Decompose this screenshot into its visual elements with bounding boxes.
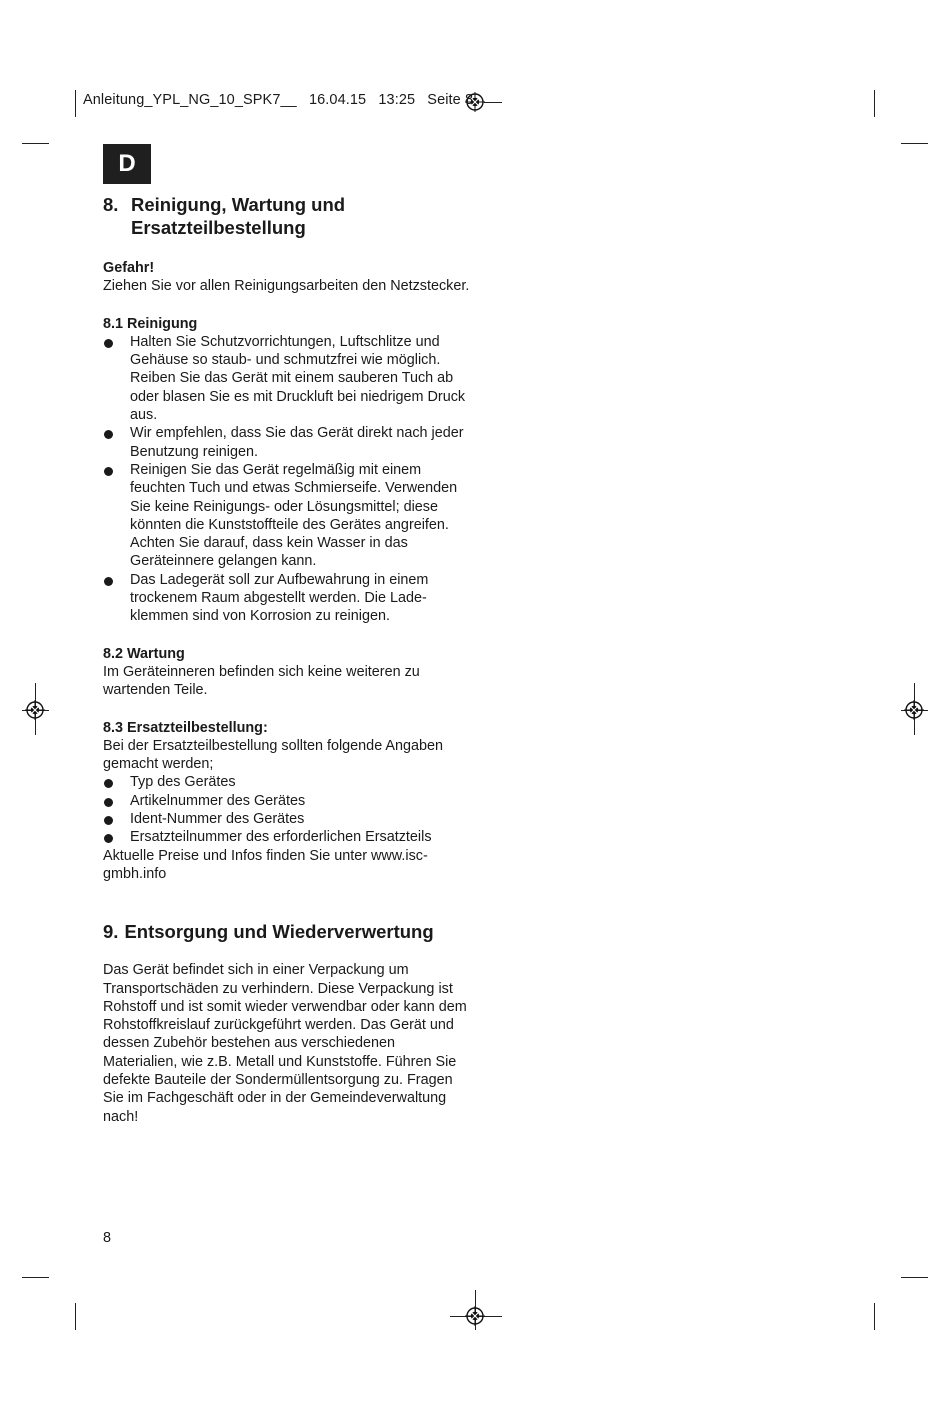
section-title: Entsorgung und Wiederverwertung xyxy=(124,921,434,943)
cleaning-heading: 8.1 Reinigung xyxy=(103,315,198,332)
section-title xyxy=(131,193,345,239)
slug-time: 13:25 xyxy=(378,92,416,108)
section-number: 8. xyxy=(103,194,119,215)
section-title-line: Reinigung, Wartung und xyxy=(131,194,346,215)
maintenance-text: Im Geräteinneren befinden sich keine weiteren zu wartenden Teile. xyxy=(103,663,420,699)
list-item: Artikelnummer des Gerätes xyxy=(103,792,473,810)
crop-mark xyxy=(75,1303,76,1330)
print-slug xyxy=(83,92,481,108)
crop-mark xyxy=(22,1277,49,1278)
spare-parts-outro: Aktuelle Preise und Infos finden Sie unter www.isc-gmbh.info xyxy=(103,847,428,882)
spare-parts-intro: Bei der Ersatzteilbestellung sollten folgende Angaben gemacht werden; xyxy=(103,737,444,773)
registration-mark-icon xyxy=(465,1306,485,1326)
crop-mark xyxy=(901,143,928,144)
spare-parts-list xyxy=(103,773,473,846)
crop-mark xyxy=(22,143,49,144)
list-item: Typ des Gerätes xyxy=(103,773,473,791)
section-8-heading xyxy=(103,193,473,239)
crop-mark xyxy=(874,1303,875,1330)
registration-mark-icon xyxy=(904,700,924,720)
danger-text: Ziehen Sie vor allen Reinigungsarbeiten den Netzstecker. xyxy=(103,278,470,295)
slug-page: Seite 8 xyxy=(427,92,474,108)
list-item: Das Ladegerät soll zur Aufbewahrung in einem trockenem Raum abgestellt werden. Die Lade-klemmen sind von Korrosion zu reinigen. xyxy=(103,571,473,626)
slug-filename: Anleitung_YPL_NG_10_SPK7__ xyxy=(83,92,297,108)
maintenance-heading: 8.2 Wartung xyxy=(103,645,185,662)
section-title-line: Ersatzteilbestellung xyxy=(131,217,306,238)
section-number: 9. xyxy=(103,921,119,943)
crop-mark xyxy=(901,1277,928,1278)
crop-mark xyxy=(75,90,76,117)
page-number: 8 xyxy=(103,1230,112,1246)
section-9-heading xyxy=(103,920,473,943)
registration-mark-icon xyxy=(25,700,45,720)
slug-date: 16.04.15 xyxy=(308,92,367,108)
spare-parts-heading: 8.3 Ersatzteilbestellung: xyxy=(103,719,268,736)
list-item: Ident-Nummer des Gerätes xyxy=(103,810,473,828)
language-tab: D xyxy=(103,144,151,184)
crop-mark xyxy=(484,102,502,103)
list-item: Reinigen Sie das Gerät regelmäßig mit einem feuchten Tuch und etwas Schmierseife. Verwenden Sie keine Reinigungs- oder Lösungsmittel; diese könnten die Kunststoffteile des Gerätes angreifen. Achten Sie darauf, dass kein Wasser in das Geräteinnere gelangen kann. xyxy=(103,461,473,571)
page-content xyxy=(103,193,473,1126)
list-item: Ersatzteilnummer des erforderlichen Ersatzteils xyxy=(103,828,473,846)
danger-heading: Gefahr! xyxy=(103,260,155,276)
cleaning-list xyxy=(103,333,473,626)
disposal-text: Das Gerät befindet sich in einer Verpackung um Transportschäden zu verhindern. Diese Verpackung ist Rohstoff und ist somit wieder verwendbar oder kann dem Rohstoffkreislauf zurückgeführt werden. Das Gerät und dessen Zubehör bestehen aus verschiedenen Materialien, wie z.B. Metall und Kunststoffe. Führen Sie defekte Bauteile der Sondermüllentsorgung zu. Fragen Sie im Fachgeschäft oder in der Gemeindeverwaltung nach! xyxy=(103,962,467,1125)
crop-mark xyxy=(874,90,875,117)
list-item: Halten Sie Schutzvorrichtungen, Luftschlitze und Gehäuse so staub- und schmutzfrei wie möglich. Reiben Sie das Gerät mit einem sauberen Tuch ab oder blasen Sie es mit Druckluft bei niedrigem Druck aus. xyxy=(103,333,473,424)
list-item: Wir empfehlen, dass Sie das Gerät direkt nach jeder Benutzung reinigen. xyxy=(103,424,473,461)
